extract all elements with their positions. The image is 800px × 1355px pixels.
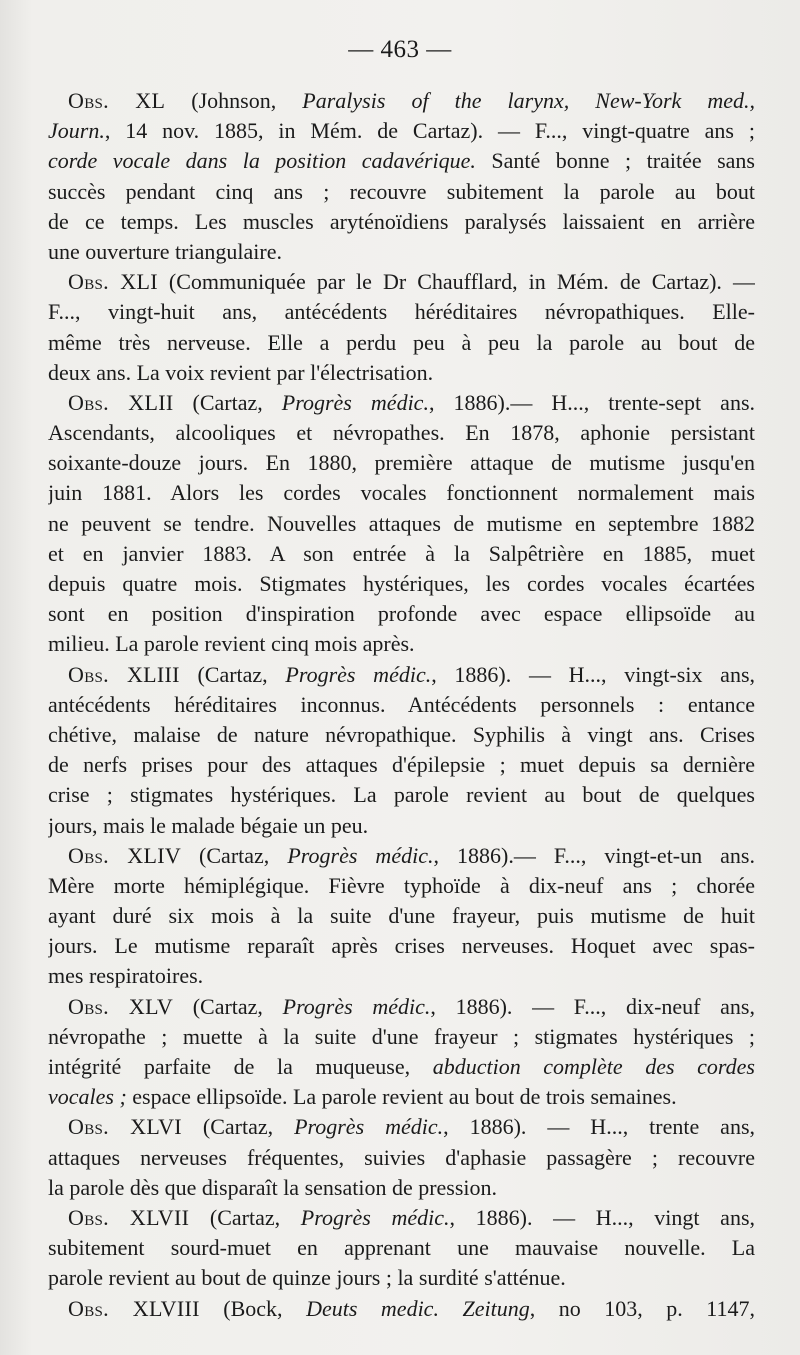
observation-paragraph	[48, 388, 755, 660]
text-line	[48, 539, 755, 569]
italic-text: Journ.	[48, 118, 105, 144]
text-line	[48, 780, 755, 810]
italic-text: Progrès médic.	[282, 993, 431, 1019]
text-segment: ayant duré six mois à la suite d'une frayeur, puis mutisme de huit	[48, 903, 755, 929]
text-line	[48, 1022, 755, 1052]
text-segment: intégrité parfaite de la muqueuse,	[48, 1054, 433, 1079]
observation-label: Obs. XLVIII	[68, 1295, 200, 1321]
text-segment: (Cartaz,	[179, 661, 286, 687]
text-segment: , 1886).— F..., vingt-et-un ans.	[433, 842, 755, 868]
text-segment: crise ; stigmates hystériques. La parole revient au bout de quelques	[48, 782, 755, 808]
text-line	[48, 750, 755, 780]
text-line	[48, 931, 755, 961]
observation-label: Obs. XLII	[68, 389, 174, 415]
text-segment: même très nerveuse. Elle a perdu peu à peu la parole au bout de	[48, 329, 755, 355]
text-segment: névropathe ; muette à la suite d'une frayeur ; stigmates hystériques ;	[48, 1023, 755, 1049]
text-line	[48, 478, 755, 508]
text-segment: Santé bonne ; traitée sans	[475, 148, 755, 174]
text-line	[48, 358, 755, 388]
observation-paragraph	[48, 1203, 755, 1294]
observation-paragraph	[48, 267, 755, 388]
text-segment: , 1886). — H..., vingt ans,	[449, 1204, 755, 1230]
text-line	[48, 297, 755, 327]
text-line	[48, 509, 755, 539]
text-line	[48, 1203, 755, 1233]
text-line	[48, 1263, 755, 1293]
italic-text: vocales ;	[48, 1084, 127, 1110]
text-segment: mes respiratoires.	[48, 963, 204, 989]
text-line	[48, 177, 755, 207]
text-segment: attaques nerveuses fréquentes, suivies d'aphasie passagère ; recouvre	[48, 1144, 755, 1170]
text-segment: , 1886). — H..., vingt-six ans,	[431, 661, 755, 687]
italic-text: Progrès médic.	[300, 1204, 450, 1230]
text-segment: , 1886). — H..., trente ans,	[443, 1114, 755, 1140]
text-segment: de nerfs prises pour des attaques d'épilepsie ; muet depuis sa dernière	[48, 752, 755, 778]
text-line	[48, 448, 755, 478]
observation-label: Obs. XLIV	[68, 842, 182, 868]
text-segment: parole revient au bout de quinze jours ; la surdité s'atténue.	[48, 1265, 566, 1291]
text-segment: antécédents héréditaires inconnus. Antécédents personnels : entance	[48, 691, 755, 717]
text-line	[48, 901, 755, 931]
text-segment: chétive, malaise de nature névropathique. Syphilis à vingt ans. Crises	[48, 721, 755, 747]
text-line	[48, 720, 755, 750]
text-line	[48, 1082, 755, 1112]
italic-text: abduction complète des cordes	[432, 1054, 755, 1079]
text-line	[48, 207, 755, 237]
text-segment: (Cartaz,	[173, 389, 282, 415]
text-line	[48, 629, 755, 659]
text-segment: jours, mais le malade bégaie un peu.	[48, 812, 369, 838]
text-segment: sont en position d'inspiration profonde avec espace ellipsoïde au	[48, 601, 755, 627]
observation-label: Obs. XL	[68, 88, 166, 113]
text-segment: , 1886). — F..., dix-neuf ans,	[430, 993, 755, 1019]
text-line	[48, 1112, 755, 1142]
observation-label: Obs. XLV	[68, 993, 174, 1019]
text-segment: (Communiquée par le Dr Chaufflard, in Mém. de Cartaz). —	[157, 269, 755, 295]
text-line	[48, 599, 755, 629]
body-text	[48, 86, 755, 1324]
observation-label: Obs. XLI	[68, 269, 158, 295]
text-line	[48, 841, 755, 871]
text-segment: (Cartaz,	[181, 842, 288, 868]
text-segment: juin 1881. Alors les cordes vocales fonctionnent normalement mais	[48, 480, 755, 506]
italic-text: Paralysis of the larynx, New-York med.,	[302, 88, 755, 113]
italic-text: corde vocale dans la position cadavérique.	[48, 148, 476, 174]
observation-label: Obs. XLVI	[68, 1114, 182, 1140]
italic-text: Progrès médic.	[294, 1114, 444, 1140]
observation-paragraph	[48, 992, 755, 1113]
observation-paragraph	[48, 660, 755, 841]
observation-paragraph	[48, 841, 755, 992]
text-segment: (Cartaz,	[181, 1114, 295, 1140]
text-line	[48, 811, 755, 841]
text-segment: succès pendant cinq ans ; recouvre subitement la parole au bout	[48, 178, 755, 204]
page-number: — 463 —	[348, 36, 452, 63]
text-segment: F..., vingt-huit ans, antécédents héréditaires névropathiques. Elle-	[48, 299, 755, 325]
text-line	[48, 1294, 755, 1324]
text-segment: deux ans. La voix revient par l'électrisation.	[48, 359, 434, 385]
text-line	[48, 418, 755, 448]
text-segment: espace ellipsoïde. La parole revient au bout de trois semaines.	[126, 1084, 677, 1110]
observation-paragraph	[48, 1112, 755, 1203]
text-segment: depuis quatre mois. Stigmates hystériques, les cordes vocales écartées	[48, 571, 755, 596]
text-segment: (Cartaz,	[173, 993, 283, 1019]
text-segment: Mère morte hémiplégique. Fièvre typhoïde à dix-neuf ans ; chorée	[48, 872, 755, 898]
text-segment: milieu. La parole revient cinq mois après.	[48, 631, 415, 657]
text-segment: (Cartaz,	[189, 1204, 301, 1230]
text-segment: Ascendants, alcooliques et névropathes. En 1878, aphonie persistant	[48, 420, 755, 446]
text-line	[48, 1233, 755, 1263]
text-line	[48, 1173, 755, 1203]
text-line	[48, 1143, 755, 1173]
text-line	[48, 871, 755, 901]
text-segment: (Johnson,	[165, 88, 303, 113]
text-line	[48, 660, 755, 690]
observation-paragraph	[48, 86, 755, 267]
text-segment: la parole dès que disparaît la sensation de pression.	[48, 1174, 498, 1200]
text-line	[48, 328, 755, 358]
text-segment: (Bock,	[199, 1295, 307, 1321]
text-line	[48, 388, 755, 418]
observation-paragraph	[48, 1294, 755, 1324]
italic-text: Progrès médic.	[285, 661, 432, 687]
text-line	[48, 1052, 755, 1082]
text-line	[48, 237, 755, 267]
observation-label: Obs. XLIII	[68, 661, 180, 687]
text-segment: et en janvier 1883. A son entrée à la Salpêtrière en 1885, muet	[48, 540, 755, 566]
text-line	[48, 569, 755, 599]
italic-text: Progrès médic.	[281, 389, 429, 415]
text-segment: , 1886).— H..., trente-sept ans.	[428, 389, 755, 415]
text-segment: jours. Le mutisme reparaît après crises nerveuses. Hoquet avec spas-	[48, 933, 755, 959]
text-line	[48, 116, 755, 146]
text-line	[48, 961, 755, 991]
italic-text: Deuts medic. Zeitung	[306, 1295, 530, 1321]
text-line	[48, 690, 755, 720]
observation-label: Obs. XLVII	[68, 1204, 190, 1230]
text-segment: de ce temps. Les muscles aryténoïdiens paralysés laissaient en arrière	[48, 208, 755, 234]
italic-text: Progrès médic.	[287, 842, 434, 868]
text-segment: soixante-douze jours. En 1880, première attaque de mutisme jusqu'en	[48, 450, 755, 476]
text-segment: une ouverture triangulaire.	[48, 238, 282, 264]
text-segment: ne peuvent se tendre. Nouvelles attaques de mutisme en septembre 1882	[48, 510, 755, 536]
text-line	[48, 992, 755, 1022]
text-line	[48, 86, 755, 116]
text-segment: , no 103, p. 1147,	[529, 1295, 755, 1321]
text-segment: subitement sourd-muet en apprenant une mauvaise nouvelle. La	[48, 1235, 755, 1261]
text-line	[48, 267, 755, 297]
text-line	[48, 146, 755, 176]
text-segment: , 14 nov. 1885, in Mém. de Cartaz). — F..., vingt-quatre ans ;	[104, 118, 755, 144]
